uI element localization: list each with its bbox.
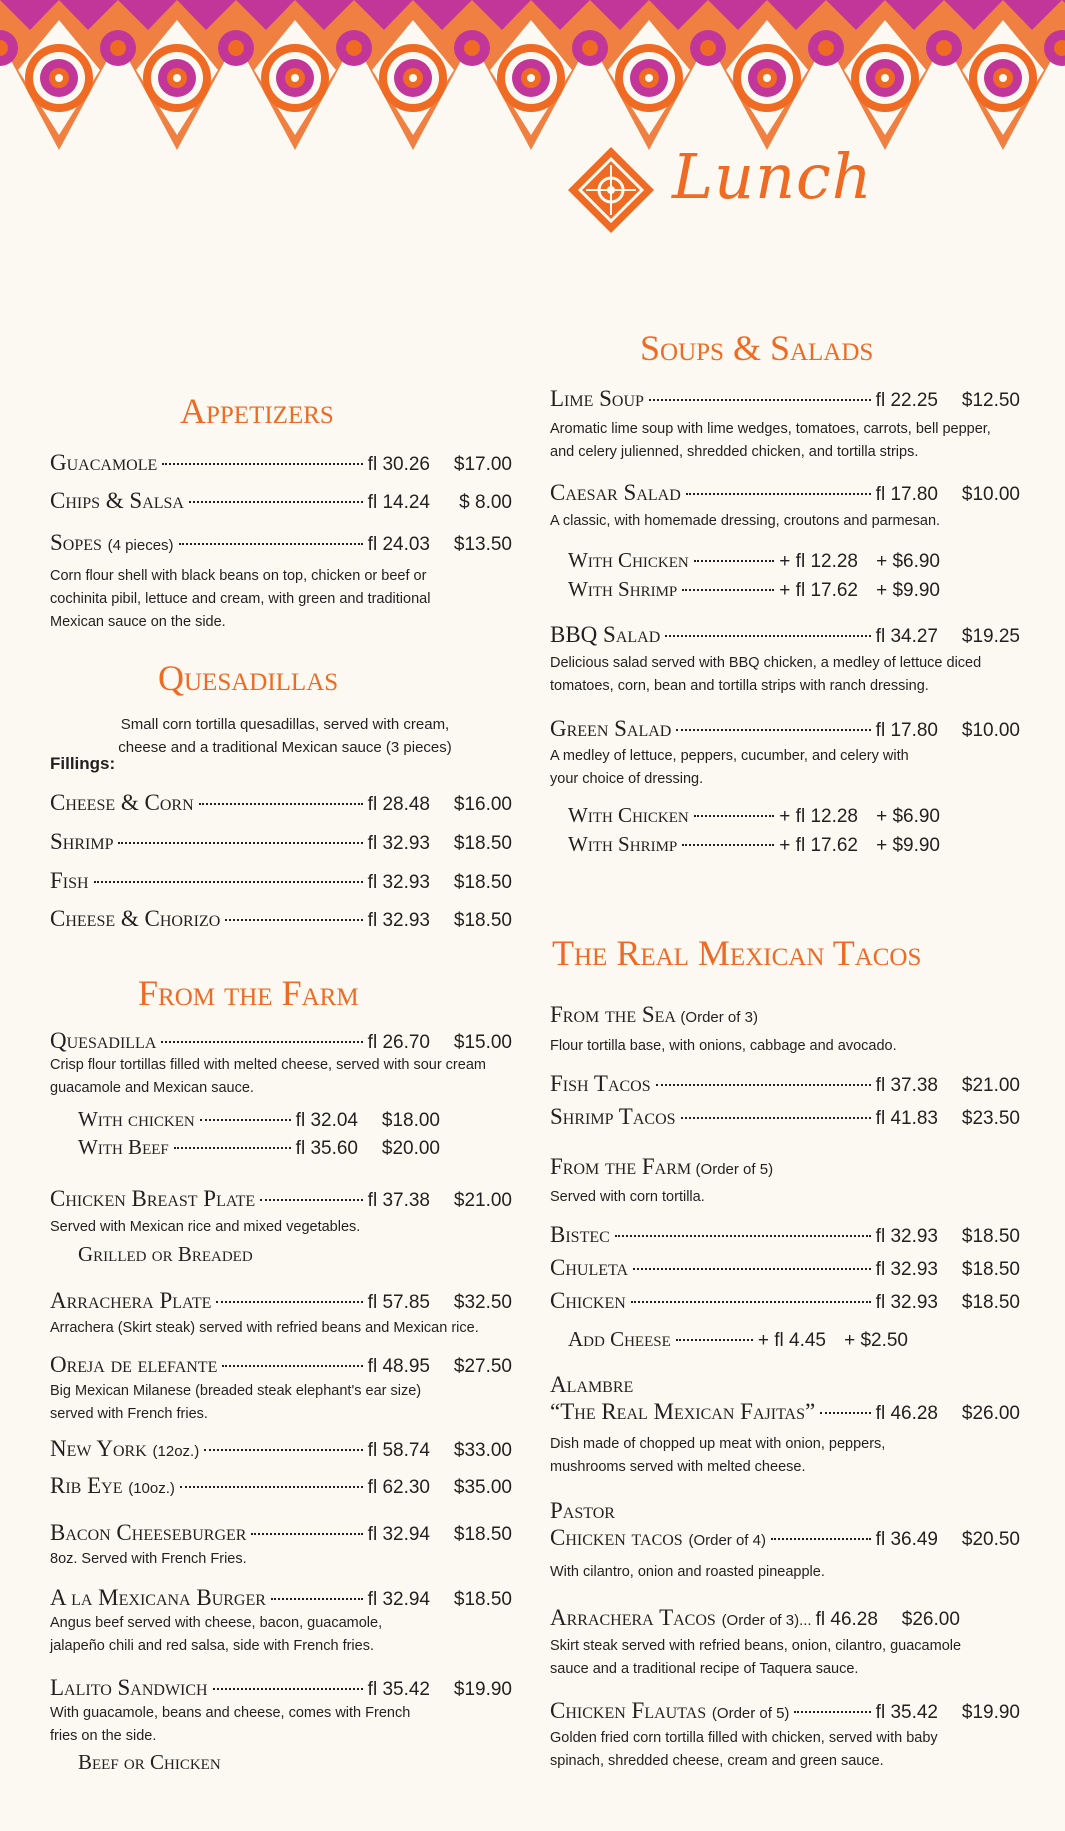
item-name: Chicken Flautas xyxy=(550,1698,707,1723)
menu-item-alambre xyxy=(550,1399,1020,1425)
menu-item-mexicana-burger xyxy=(50,1585,512,1611)
item-price-fl: fl 32.94 xyxy=(367,1524,430,1545)
item-description: Golden fried corn tortilla filled with chicken, served with baby spinach, shredded cheese, cream and green sauce. xyxy=(550,1730,938,1769)
item-price-fl: fl 48.95 xyxy=(367,1356,430,1377)
item-price-fl: fl 32.93 xyxy=(367,910,430,931)
soups-salads-title: Soups & Salads xyxy=(640,328,874,368)
addon-name: With Shrimp xyxy=(568,577,678,601)
item-price-usd: $21.00 xyxy=(453,1190,512,1211)
menu-item-chicken-breast xyxy=(50,1186,512,1212)
menu-item-sopes xyxy=(50,530,512,556)
item-name: A la Mexicana Burger xyxy=(50,1585,266,1610)
item-name: Lime Soup xyxy=(550,386,644,411)
item-name: Shrimp xyxy=(50,829,114,854)
item-price-fl: fl 32.93 xyxy=(875,1226,938,1247)
addon-price-fl: fl 32.04 xyxy=(295,1110,358,1131)
item-name: Fish Tacos xyxy=(550,1071,651,1096)
item-name: Caesar Salad xyxy=(550,480,681,505)
addon-price-usd: + $2.50 xyxy=(844,1330,908,1351)
menu-item-bistec xyxy=(550,1222,1020,1248)
menu-item-pastor-chicken-tacos xyxy=(550,1525,1020,1551)
menu-item-chicken-flautas xyxy=(550,1698,1020,1724)
pastor-heading: Pastor xyxy=(550,1498,615,1523)
item-price-usd: $18.50 xyxy=(453,910,512,931)
item-price-usd: $32.50 xyxy=(453,1292,512,1313)
addon-price-fl: fl 35.60 xyxy=(295,1138,358,1159)
item-name: Arrachera Plate xyxy=(50,1288,212,1313)
tacos-from-the-farm-heading: From the Farm (Order of 5) xyxy=(550,1154,774,1179)
item-description: A classic, with homemade dressing, croutons and parmesan. xyxy=(550,513,941,529)
lunch-header xyxy=(566,140,873,240)
item-price-usd: $15.00 xyxy=(453,1032,512,1053)
addon-with-chicken xyxy=(568,548,940,573)
tacos-title: The Real Mexican Tacos xyxy=(552,933,922,973)
item-name: Arrachera Tacos xyxy=(550,1605,716,1630)
item-price-usd: $18.50 xyxy=(453,1589,512,1610)
item-price-fl: fl 26.70 xyxy=(367,1032,430,1053)
tacos-from-the-sea-heading: From the Sea (Order of 3) xyxy=(550,1002,758,1027)
item-price-usd: $19.25 xyxy=(961,626,1020,647)
addon-name: With chicken xyxy=(78,1107,195,1131)
item-description: Served with Mexican rice and mixed vegetables. xyxy=(50,1219,361,1235)
addon-price-fl: + fl 17.62 xyxy=(779,580,858,601)
menu-item-arrachera-tacos xyxy=(550,1605,1020,1631)
item-price-usd: $10.00 xyxy=(961,484,1020,505)
addon-name: With Shrimp xyxy=(568,832,678,856)
addon-price-fl: + fl 17.62 xyxy=(779,835,858,856)
item-price-fl: fl 37.38 xyxy=(367,1190,430,1211)
item-price-fl: fl 58.74 xyxy=(367,1440,430,1461)
item-price-usd: $23.50 xyxy=(961,1108,1020,1129)
menu-item-bbq-salad xyxy=(550,622,1020,648)
from-the-farm-title: From the Farm xyxy=(138,973,359,1013)
item-price-fl: fl 35.42 xyxy=(367,1679,430,1700)
fillings-label: Fillings: xyxy=(50,754,116,773)
item-name: Chicken Breast Plate xyxy=(50,1186,256,1211)
item-name: New York xyxy=(50,1436,147,1461)
addon-name: Add Cheese xyxy=(568,1327,671,1351)
item-description: Big Mexican Milanese (breaded steak elephant's ear size) served with French fries. xyxy=(50,1383,422,1422)
addon-name: With Chicken xyxy=(568,548,689,572)
alambre-heading: Alambre xyxy=(550,1372,634,1397)
item-price-fl: fl 35.42 xyxy=(875,1702,938,1723)
item-note: (Order of 5) xyxy=(711,1705,790,1722)
addon-with-shrimp xyxy=(568,577,940,602)
item-price-fl: fl 24.03 xyxy=(367,534,430,555)
item-description: Aromatic lime soup with lime wedges, tomatoes, carrots, bell pepper, and celery julienned, shredded chicken, and tortilla strips. xyxy=(550,421,991,460)
addon-price-usd: $20.00 xyxy=(381,1138,440,1159)
item-price-fl: fl 17.80 xyxy=(875,484,938,505)
menu-item-new-york xyxy=(50,1436,512,1462)
item-price-usd: $18.50 xyxy=(961,1259,1020,1280)
menu-item-lalito-sandwich xyxy=(50,1675,512,1701)
item-price-usd: $21.00 xyxy=(961,1075,1020,1096)
item-name: Sopes xyxy=(50,530,102,555)
item-option: Beef or Chicken xyxy=(78,1750,221,1774)
menu-item-cheese-corn xyxy=(50,790,512,816)
item-price-fl: fl 41.83 xyxy=(875,1108,938,1129)
item-name: Chuleta xyxy=(550,1255,629,1280)
item-note: (10oz.) xyxy=(128,1480,175,1497)
menu-item-caesar-salad xyxy=(550,480,1020,506)
item-price-fl: fl 46.28 xyxy=(815,1609,878,1630)
addon-price-usd: + $6.90 xyxy=(876,551,940,572)
addon-with-beef xyxy=(78,1135,440,1160)
addon-price-fl: + fl 12.28 xyxy=(779,551,858,572)
item-price-fl: fl 28.48 xyxy=(367,794,430,815)
item-name: Shrimp Tacos xyxy=(550,1104,676,1129)
item-price-fl: fl 22.25 xyxy=(875,390,938,411)
diamond-ornament-icon xyxy=(566,145,656,235)
item-description: Corn flour shell with black beans on top, chicken or beef or cochinita pibil, lettuce and cream, with green and traditional Mexican sauce on the side. xyxy=(50,568,431,630)
item-price-usd: $10.00 xyxy=(961,720,1020,741)
item-price-usd: $33.00 xyxy=(453,1440,512,1461)
item-description: With cilantro, onion and roasted pineapple. xyxy=(550,1564,825,1580)
item-price-fl: fl 32.93 xyxy=(367,872,430,893)
item-price-usd: $26.00 xyxy=(961,1403,1020,1424)
item-name: Oreja de elefante xyxy=(50,1352,218,1377)
menu-item-oreja-de-elefante xyxy=(50,1352,512,1378)
menu-item-arrachera-plate xyxy=(50,1288,512,1314)
item-description: A medley of lettuce, peppers, cucumber, and celery with your choice of dressing. xyxy=(550,748,909,787)
item-price-usd: $18.50 xyxy=(453,833,512,854)
item-price-usd: $ 8.00 xyxy=(459,492,512,513)
decorative-border xyxy=(0,0,1065,150)
item-description: With guacamole, beans and cheese, comes with French fries on the side. xyxy=(50,1705,411,1744)
addon-price-usd: $18.00 xyxy=(381,1110,440,1131)
menu-item-rib-eye xyxy=(50,1473,512,1499)
item-name: Cheese & Chorizo xyxy=(50,906,221,931)
item-name: Chicken tacos xyxy=(550,1525,683,1550)
item-price-usd: $27.50 xyxy=(453,1356,512,1377)
addon-price-fl: + fl 4.45 xyxy=(757,1330,826,1351)
menu-item-chips-salsa xyxy=(50,488,512,514)
item-name: Fish xyxy=(50,868,89,893)
item-name: Bistec xyxy=(550,1222,610,1247)
item-name: Rib Eye xyxy=(50,1473,123,1498)
item-price-fl: fl 32.94 xyxy=(367,1589,430,1610)
addon-add-cheese xyxy=(568,1327,908,1352)
item-note: (4 pieces) xyxy=(107,537,174,554)
item-price-usd: $18.50 xyxy=(961,1292,1020,1313)
menu-item-bacon-cheeseburger xyxy=(50,1520,512,1546)
item-price-fl: fl 32.93 xyxy=(367,833,430,854)
item-price-fl: fl 57.85 xyxy=(367,1292,430,1313)
item-name: Cheese & Corn xyxy=(50,790,194,815)
item-name: Lalito Sandwich xyxy=(50,1675,208,1700)
item-price-fl: fl 37.38 xyxy=(875,1075,938,1096)
menu-item-fish-tacos xyxy=(550,1071,1020,1097)
item-name: “The Real Mexican Fajitas” xyxy=(550,1399,816,1424)
item-price-usd: $18.50 xyxy=(453,1524,512,1545)
addon-price-fl: + fl 12.28 xyxy=(779,806,858,827)
item-description: Delicious salad served with BBQ chicken, a medley of lettuce diced tomatoes, corn, bean and tortilla strips with ranch dressing. xyxy=(550,655,982,694)
item-name: Quesadilla xyxy=(50,1028,157,1053)
item-price-usd: $17.00 xyxy=(453,454,512,475)
item-description: Dish made of chopped up meat with onion, peppers, mushrooms served with melted cheese. xyxy=(550,1436,886,1475)
item-price-usd: $16.00 xyxy=(453,794,512,815)
item-price-fl: fl 32.93 xyxy=(875,1259,938,1280)
item-name: Bacon Cheeseburger xyxy=(50,1520,247,1545)
item-name: Chicken xyxy=(550,1288,626,1313)
menu-item-fish xyxy=(50,868,512,894)
menu-item-chicken xyxy=(550,1288,1020,1314)
addon-with-shrimp xyxy=(568,832,940,857)
item-description: Skirt steak served with refried beans, onion, cilantro, guacamole sauce and a traditional recipe of Taquera sauce. xyxy=(550,1638,962,1677)
menu-item-lime-soup xyxy=(550,386,1020,412)
menu-item-shrimp xyxy=(50,829,512,855)
item-price-fl: fl 17.80 xyxy=(875,720,938,741)
item-price-fl: fl 32.93 xyxy=(875,1292,938,1313)
item-price-usd: $12.50 xyxy=(961,390,1020,411)
item-description: Arrachera (Skirt steak) served with refried beans and Mexican rice. xyxy=(50,1320,479,1336)
item-price-usd: $13.50 xyxy=(453,534,512,555)
menu-item-green-salad xyxy=(550,716,1020,742)
item-price-fl: fl 14.24 xyxy=(367,492,430,513)
item-description: Angus beef served with cheese, bacon, guacamole, jalapeño chili and red salsa, side with French fries. xyxy=(50,1615,383,1654)
item-note: (Order of 4) xyxy=(688,1532,766,1549)
addon-name: With Chicken xyxy=(568,803,689,827)
addon-name: With Beef xyxy=(78,1135,169,1159)
item-description: 8oz. Served with French Fries. xyxy=(50,1551,247,1567)
menu-item-shrimp-tacos xyxy=(550,1104,1020,1130)
section-description: Flour tortilla base, with onions, cabbage and avocado. xyxy=(550,1038,897,1054)
item-price-fl: fl 46.28 xyxy=(875,1403,938,1424)
item-price-usd: $19.90 xyxy=(453,1679,512,1700)
item-description: Crisp flour tortillas filled with melted cheese, served with sour cream guacamole and Mexican sauce. xyxy=(50,1057,486,1096)
item-name: Guacamole xyxy=(50,450,158,475)
addon-with-chicken xyxy=(78,1107,440,1132)
item-price-fl: fl 62.30 xyxy=(367,1477,430,1498)
item-price-usd: $18.50 xyxy=(453,872,512,893)
addon-price-usd: + $9.90 xyxy=(876,835,940,856)
item-name: Chips & Salsa xyxy=(50,488,184,513)
item-option: Grilled or Breaded xyxy=(78,1242,253,1266)
item-note: (Order of 3)... xyxy=(721,1612,812,1629)
menu-item-guacamole xyxy=(50,450,512,476)
addon-price-usd: + $6.90 xyxy=(876,806,940,827)
item-price-usd: $19.90 xyxy=(961,1702,1020,1723)
item-price-fl: fl 30.26 xyxy=(367,454,430,475)
menu-item-chuleta xyxy=(550,1255,1020,1281)
page-title: Lunch xyxy=(672,140,873,213)
menu-item-cheese-chorizo xyxy=(50,906,512,932)
item-name: Green Salad xyxy=(550,716,672,741)
addon-price-usd: + $9.90 xyxy=(876,580,940,601)
menu-item-quesadilla xyxy=(50,1028,512,1054)
item-price-fl: fl 34.27 xyxy=(875,626,938,647)
section-description: Served with corn tortilla. xyxy=(550,1189,705,1205)
item-name: BBQ Salad xyxy=(550,622,661,647)
item-price-usd: $18.50 xyxy=(961,1226,1020,1247)
appetizers-title: Appetizers xyxy=(180,391,334,431)
addon-with-chicken xyxy=(568,803,940,828)
item-price-usd: $20.50 xyxy=(961,1529,1020,1550)
item-note: (12oz.) xyxy=(152,1443,200,1460)
quesadillas-intro: Small corn tortilla quesadillas, served with cream, cheese and a traditional Mexican sauce (3 pieces) xyxy=(118,716,452,756)
quesadillas-title: Quesadillas xyxy=(158,658,339,698)
item-price-fl: fl 36.49 xyxy=(875,1529,938,1550)
item-price-usd: $35.00 xyxy=(453,1477,512,1498)
item-price-usd: $26.00 xyxy=(901,1609,960,1630)
